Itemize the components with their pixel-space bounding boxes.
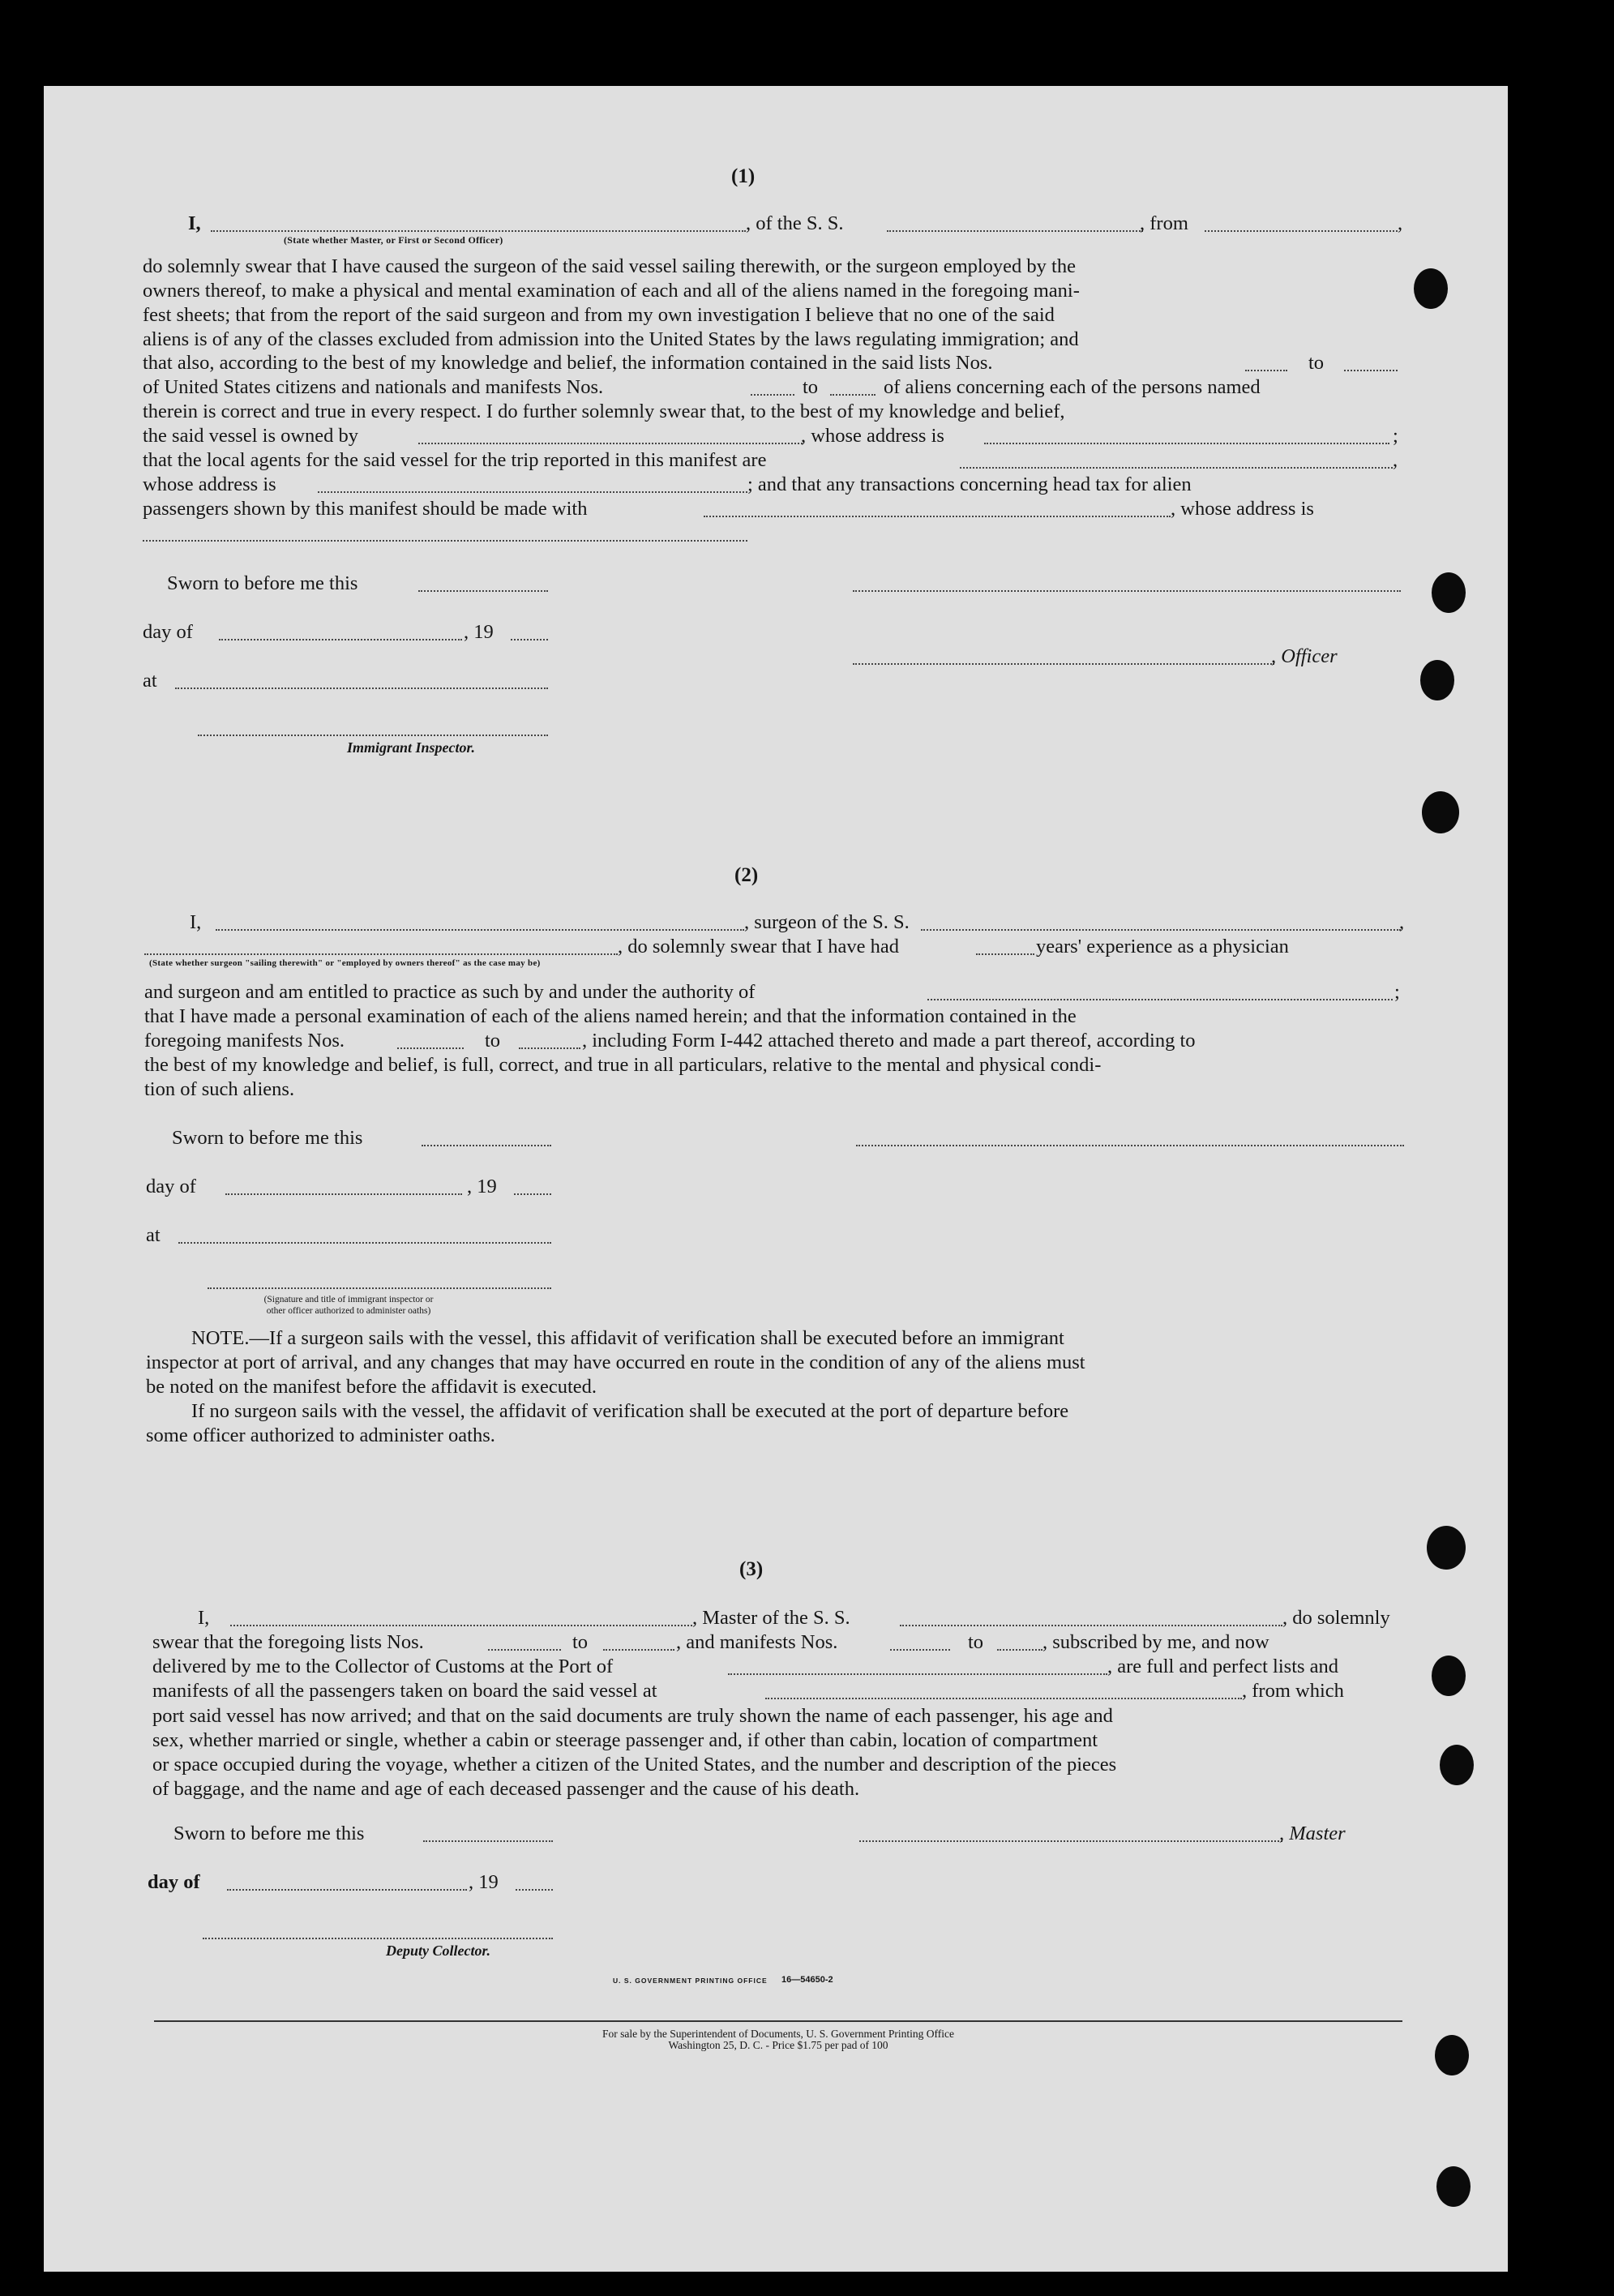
- s3-manifests-from-field[interactable]: [890, 1649, 950, 1651]
- s3-vessel-port-field[interactable]: [765, 1698, 1242, 1699]
- section-3-number: (3): [739, 1558, 764, 1580]
- s1-oath-text: [143, 255, 1401, 352]
- s2-inspector-signature-field[interactable]: [208, 1287, 551, 1289]
- s1-year-field[interactable]: [511, 639, 548, 640]
- s2-line-5b: to: [485, 1030, 501, 1052]
- s1-sworn-label: Sworn to before me this: [167, 572, 358, 594]
- s2-years-field[interactable]: [976, 953, 1034, 955]
- s3-collector-signature-field[interactable]: [203, 1938, 553, 1939]
- sale-notice: [494, 2028, 1062, 2051]
- s2-line-6: the best of my knowledge and belief, is full, correct, and true in all particulars, relative to the mental and physical condi-: [144, 1054, 1102, 1076]
- s3-year-field[interactable]: [516, 1889, 553, 1891]
- s3-sworn-label: Sworn to before me this: [173, 1823, 365, 1844]
- s3-line-4a: manifests of all the passengers taken on board the said vessel at: [152, 1680, 657, 1702]
- s2-month-field[interactable]: [225, 1193, 462, 1195]
- s2-surgeon-type-field[interactable]: [144, 953, 618, 955]
- s1-comma: ,: [1398, 212, 1403, 234]
- s2-note-2: inspector at port of arrival, and any changes that may have occurred en route in the condition of any of the aliens must: [146, 1351, 1085, 1373]
- s1-owner-field[interactable]: [418, 443, 803, 444]
- sale-notice-1: For sale by the Superintendent of Documents, U. S. Government Printing Office: [602, 2028, 954, 2040]
- s2-line-5c: , including Form I-442 attached thereto and made a part thereof, according to: [582, 1030, 1196, 1052]
- s3-ship-field[interactable]: [900, 1625, 1282, 1626]
- gpo-imprint: U. S. GOVERNMENT PRINTING OFFICE: [613, 1977, 768, 1985]
- s3-month-field[interactable]: [227, 1889, 467, 1891]
- s1-line-1: do solemnly swear that I have caused the surgeon of the said vessel sailing therewith, or the surgeon employed by the: [143, 255, 1076, 277]
- s3-line-3a: delivered by me to the Collector of Customs at the Port of: [152, 1656, 614, 1677]
- s1-agents-field[interactable]: [960, 467, 1393, 469]
- s1-year-label: , 19: [464, 621, 494, 643]
- s2-i-label: I,: [190, 911, 202, 933]
- s3-i-label: I,: [198, 1607, 210, 1629]
- s1-owner-address-field[interactable]: [984, 443, 1389, 444]
- s2-year-field[interactable]: [514, 1193, 551, 1195]
- binder-hole-6: [1432, 1656, 1466, 1696]
- s1-manifests-from-field[interactable]: [751, 394, 794, 396]
- s1-line-12a: passengers shown by this manifest should be made with: [143, 498, 588, 520]
- s1-line-7c: of aliens concerning each of the persons named: [884, 376, 1261, 398]
- s2-sworn-label: Sworn to before me this: [172, 1127, 363, 1149]
- s2-manifests-from-field[interactable]: [397, 1047, 464, 1049]
- s3-line-8: of baggage, and the name and age of each deceased passenger and the cause of his death.: [152, 1778, 860, 1800]
- s2-line-4: that I have made a personal examination of each of the aliens named herein; and that the information contained in the: [144, 1005, 1077, 1027]
- s2-signature-hint-2: other officer authorized to administer oaths): [266, 1306, 431, 1316]
- binder-hole-5: [1427, 1526, 1466, 1570]
- s1-line-11b: ; and that any transactions concerning head tax for alien: [747, 473, 1192, 495]
- s3-master-label: , Master: [1279, 1823, 1346, 1844]
- s1-lists-to-field[interactable]: [1344, 370, 1398, 371]
- s1-inspector-label: Immigrant Inspector.: [347, 739, 476, 756]
- s2-line-3a: and surgeon and am entitled to practice as such by and under the authority of: [144, 981, 756, 1003]
- s2-dayof-label: day of: [146, 1176, 196, 1197]
- s1-sworn-day-field[interactable]: [418, 590, 548, 592]
- s2-note-3: be noted on the manifest before the affidavit is executed.: [146, 1376, 597, 1398]
- s2-manifests-to-field[interactable]: [519, 1047, 580, 1049]
- s3-line-6: sex, whether married or single, whether a cabin or steerage passenger and, if other than cabin, location of compartment: [152, 1729, 1098, 1751]
- binder-hole-4: [1422, 791, 1459, 833]
- s1-lists-from-field[interactable]: [1245, 370, 1287, 371]
- s2-sworn-day-field[interactable]: [422, 1145, 551, 1146]
- s2-line-5a: foregoing manifests Nos.: [144, 1030, 345, 1052]
- form-page: [44, 86, 1508, 2272]
- s2-swear-label: , do solemnly swear that I have had: [618, 936, 899, 957]
- s2-at-label: at: [146, 1224, 161, 1246]
- s3-line-5: port said vessel has now arrived; and that on the said documents are truly shown the name of each passenger, his age and: [152, 1705, 1113, 1727]
- s1-dayof-label: day of: [143, 621, 193, 643]
- s1-line-8: therein is correct and true in every respect. I do further solemnly swear that, to the best of my knowledge and belief,: [143, 401, 1065, 422]
- s2-surgeon-signature-field[interactable]: [856, 1145, 1404, 1146]
- s3-line-2d: to: [968, 1631, 984, 1653]
- s3-solemnly-label: , do solemnly: [1282, 1607, 1390, 1629]
- s2-at-field[interactable]: [178, 1242, 551, 1244]
- s1-headtax-address-field[interactable]: [143, 540, 747, 542]
- section-1-number: (1): [731, 165, 756, 187]
- s2-signature-hint: [211, 1294, 486, 1317]
- s3-line-4b: , from which: [1242, 1680, 1344, 1702]
- s2-line-7: tion of such aliens.: [144, 1078, 295, 1100]
- s1-manifests-to-field[interactable]: [830, 394, 875, 396]
- s2-note-4: If no surgeon sails with the vessel, the affidavit of verification shall be executed at the port of departure before: [191, 1400, 1069, 1422]
- s2-surgeon-of-label: , surgeon of the S. S.: [744, 911, 910, 933]
- s3-master-signature-field[interactable]: [859, 1840, 1282, 1842]
- s2-year-label: , 19: [467, 1176, 497, 1197]
- s3-line-7: or space occupied during the voyage, whether a citizen of the United States, and the number and description of the pieces: [152, 1754, 1117, 1776]
- s2-years-label: years' experience as a physician: [1036, 936, 1289, 957]
- s1-line-3: fest sheets; that from the report of the said surgeon and from my own investigation I believe that no one of the said: [143, 304, 1055, 326]
- s2-comma: ,: [1399, 911, 1405, 933]
- s1-line-7a: of United States citizens and nationals and manifests Nos.: [143, 376, 604, 398]
- s3-lists-from-field[interactable]: [488, 1649, 561, 1651]
- s1-from-field[interactable]: [1205, 230, 1398, 232]
- s1-officer-label: , Officer: [1271, 645, 1338, 667]
- s2-surgeon-hint: (State whether surgeon "sailing therewith" or "employed by owners thereof" as the case may be): [149, 958, 541, 968]
- s2-note-1: NOTE.—If a surgeon sails with the vessel, this affidavit of verification shall be executed before an immigrant: [191, 1327, 1064, 1349]
- s3-line-2a: swear that the foregoing lists Nos.: [152, 1631, 424, 1653]
- sale-notice-2: Washington 25, D. C. - Price $1.75 per pad of 100: [668, 2039, 888, 2051]
- s3-port-field[interactable]: [728, 1673, 1107, 1675]
- s1-inspector-signature-field[interactable]: [198, 735, 548, 736]
- s1-headtax-field[interactable]: [704, 516, 1171, 517]
- s1-line-6a: that also, according to the best of my knowledge and belief, the information contained in the said lists Nos.: [143, 352, 993, 374]
- form-code: 16—54650-2: [781, 1975, 833, 1985]
- s1-from-label: , from: [1140, 212, 1188, 234]
- binder-hole-9: [1436, 2166, 1471, 2207]
- s1-at-field[interactable]: [175, 688, 548, 689]
- s1-line-7b: to: [803, 376, 819, 398]
- s1-i-label: I,: [188, 212, 201, 234]
- s3-line-3b: , are full and perfect lists and: [1107, 1656, 1339, 1677]
- s1-officer-title-field[interactable]: [853, 663, 1274, 665]
- s3-line-2b: to: [572, 1631, 589, 1653]
- s1-line-10b: ,: [1393, 449, 1398, 471]
- s3-line-2e: , subscribed by me, and now: [1042, 1631, 1269, 1653]
- binder-hole-8: [1435, 2035, 1469, 2075]
- s2-line-3b: ;: [1394, 981, 1400, 1003]
- s1-at-label: at: [143, 670, 157, 692]
- s1-officer-field[interactable]: [211, 230, 746, 232]
- s2-ship-field[interactable]: [921, 929, 1401, 931]
- s1-line-12b: , whose address is: [1171, 498, 1314, 520]
- binder-hole-3: [1420, 660, 1454, 700]
- section-2-number: (2): [734, 864, 759, 886]
- s1-officer-signature-field[interactable]: [853, 590, 1401, 592]
- s2-authority-field[interactable]: [927, 999, 1393, 1000]
- s1-line-2: owners thereof, to make a physical and mental examination of each and all of the aliens named in the foregoing mani-: [143, 280, 1080, 302]
- s3-master-name-field[interactable]: [230, 1625, 692, 1626]
- s2-surgeon-name-field[interactable]: [216, 929, 744, 931]
- binder-hole-2: [1432, 572, 1466, 613]
- s1-of-ss-label: , of the S. S.: [746, 212, 844, 234]
- s2-note-5: some officer authorized to administer oaths.: [146, 1424, 495, 1446]
- s3-lists-to-field[interactable]: [603, 1649, 674, 1651]
- s1-line-10a: that the local agents for the said vessel for the trip reported in this manifest are: [143, 449, 767, 471]
- s1-line-9a: the said vessel is owned by: [143, 425, 359, 447]
- s2-note: [146, 1326, 1406, 1448]
- s3-oath-text: [152, 1704, 1406, 1801]
- s3-dayof-label: day of: [148, 1871, 200, 1893]
- s3-manifests-to-field[interactable]: [997, 1649, 1042, 1651]
- s1-month-field[interactable]: [219, 639, 462, 640]
- s3-collector-label: Deputy Collector.: [386, 1943, 490, 1959]
- s2-signature-hint-1: (Signature and title of immigrant inspector or: [263, 1295, 434, 1304]
- s1-officer-hint: (State whether Master, or First or Second Officer): [284, 234, 503, 246]
- s1-line-11a: whose address is: [143, 473, 276, 495]
- binder-hole-1: [1414, 268, 1448, 309]
- footer-rule: [154, 2020, 1402, 2022]
- s3-master-of-label: , Master of the S. S.: [692, 1607, 850, 1629]
- s1-ship-field[interactable]: [887, 230, 1143, 232]
- s3-line-2c: , and manifests Nos.: [676, 1631, 838, 1653]
- s3-year-label: , 19: [469, 1871, 499, 1893]
- s1-line-9c: ;: [1393, 425, 1398, 447]
- s1-line-9b: , whose address is: [801, 425, 944, 447]
- s3-sworn-day-field[interactable]: [423, 1840, 553, 1842]
- s1-line-6b: to: [1308, 352, 1325, 374]
- s1-line-4: aliens is of any of the classes excluded from admission into the United States by the laws regulating immigration; and: [143, 328, 1079, 350]
- s1-agents-address-field[interactable]: [318, 491, 747, 493]
- binder-hole-7: [1440, 1745, 1474, 1785]
